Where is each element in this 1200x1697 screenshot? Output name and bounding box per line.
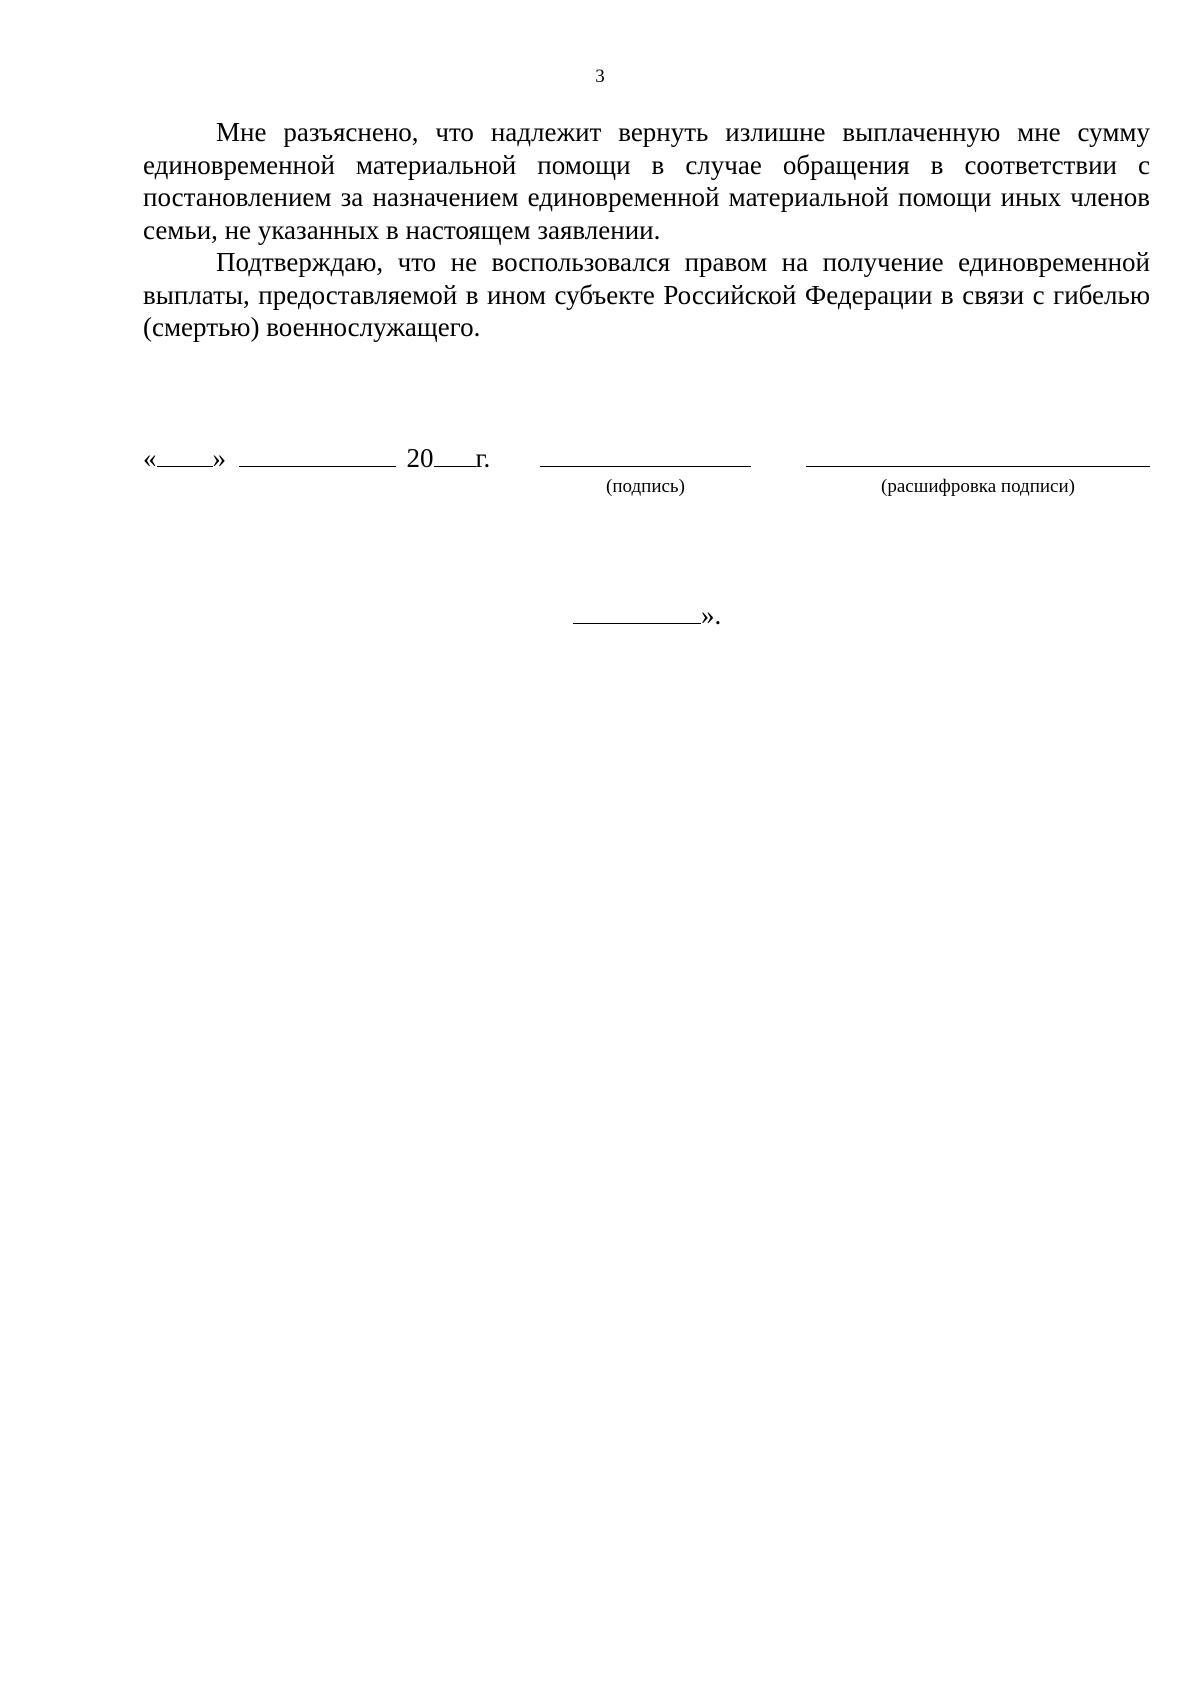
closing-line: [573, 597, 721, 631]
signature-caption: (подпись): [606, 476, 685, 497]
signature-line[interactable]: [540, 466, 751, 467]
paragraph-confirmation: Подтверждаю, что не воспользовался правом на получение единовременной выплаты, предоставляемой в ином субъекте Российской Федерации в связи с гибелью (смертью) военнослужащего.: [143, 247, 1150, 342]
date-open-quote: «: [143, 443, 157, 473]
year-blank[interactable]: [434, 440, 476, 467]
signature-decryption-line[interactable]: [806, 466, 1150, 467]
date-field: [143, 440, 490, 474]
month-blank[interactable]: [239, 440, 396, 467]
page-number: 3: [595, 66, 605, 87]
body-text: [143, 116, 1150, 344]
year-suffix: г.: [475, 443, 491, 473]
paragraph-return-notice: Мне разъяснено, что надлежит вернуть излишне выплаченную мне сумму единовременной материальной помощи в случае обращения в соответствии с постановлением за назначением единовременной материальной помощи иных членов семьи, не указанных в настоящем заявлении.: [143, 117, 1150, 245]
day-blank[interactable]: [157, 440, 213, 467]
closing-suffix: ».: [701, 600, 722, 630]
closing-blank[interactable]: [573, 597, 701, 624]
signature-decryption-caption: (расшифровка подписи): [881, 476, 1075, 497]
date-close-quote: »: [212, 443, 226, 473]
year-prefix: 20: [406, 443, 434, 473]
